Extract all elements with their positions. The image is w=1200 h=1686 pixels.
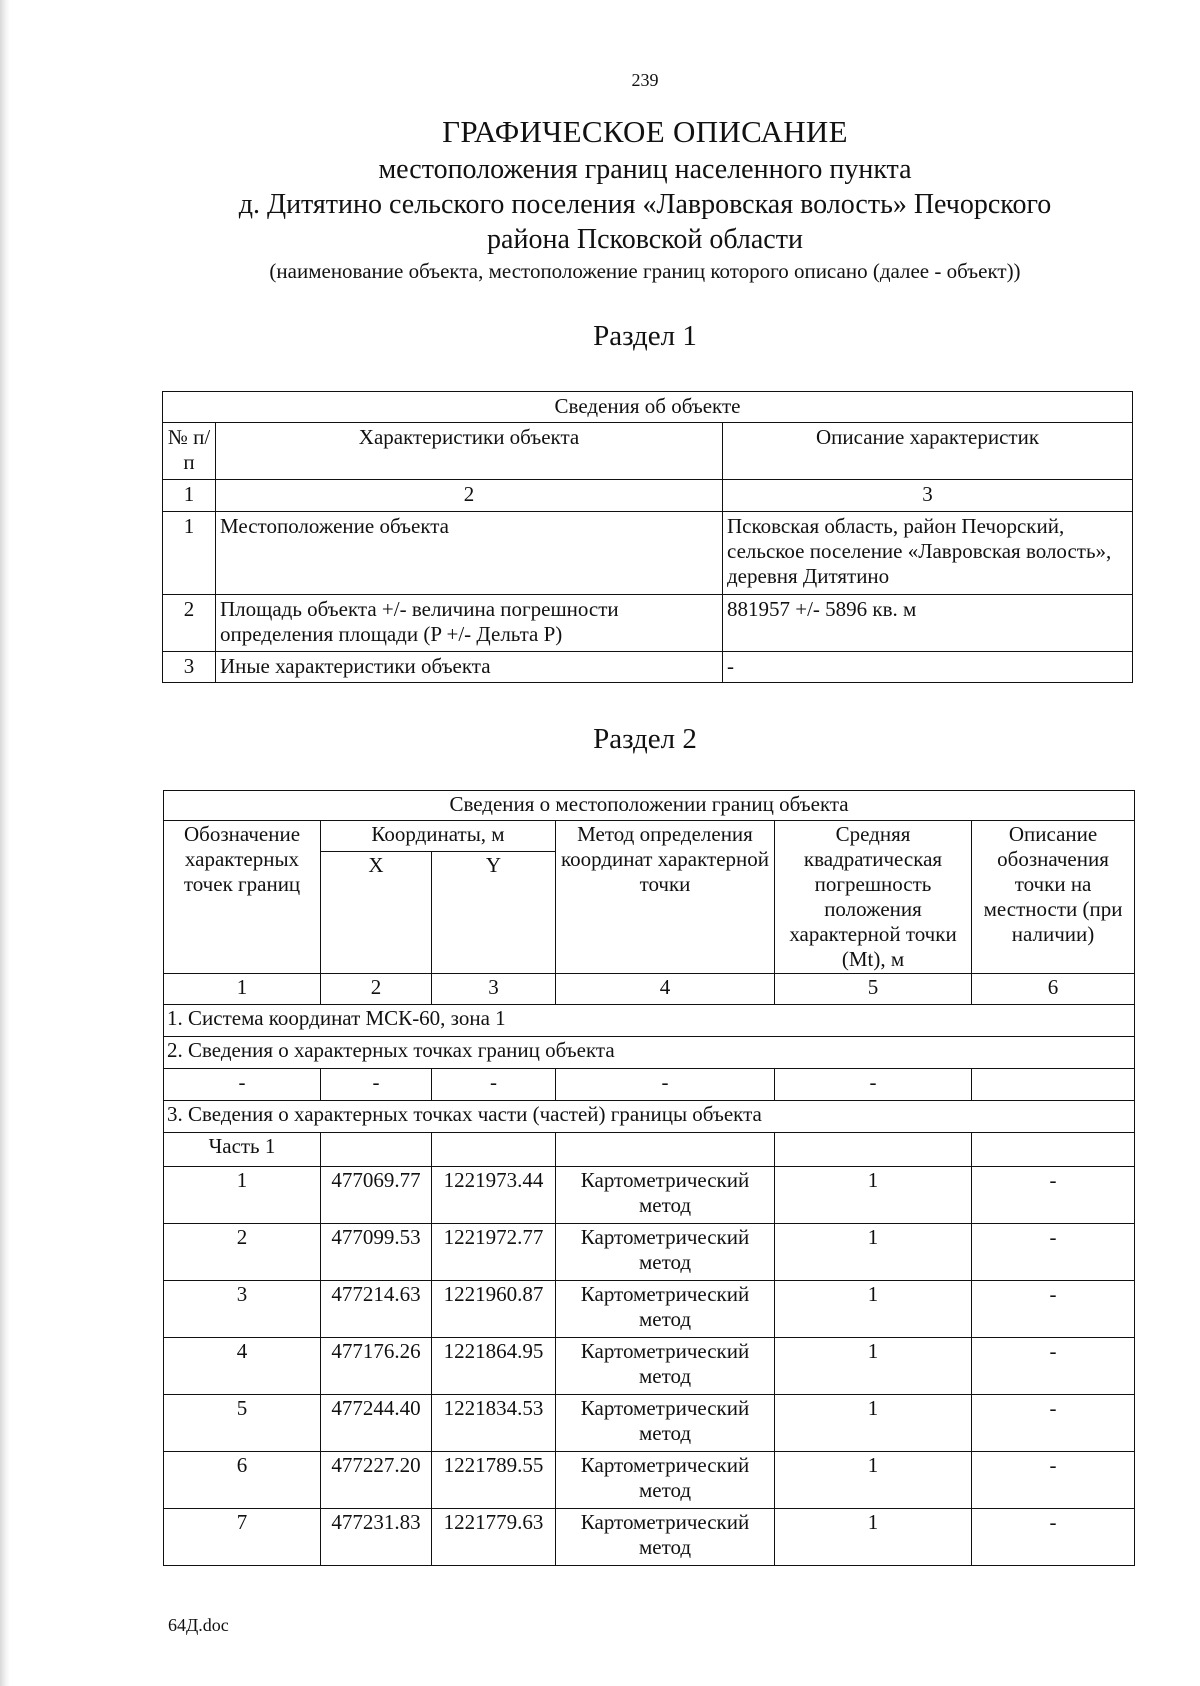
table-row [164,1167,1135,1224]
error-mt: 1 [775,1224,972,1281]
object-info-table [162,391,1133,683]
coord-y: 1221960.87 [432,1281,556,1338]
row-description: Псковская область, район Печорский, сельское поселение «Лавровская волость», деревня Дитятино [723,512,1133,595]
page-number: 239 [631,70,659,90]
method: Картометрический метод [556,1452,775,1509]
col-number: 1 [164,974,321,1005]
col-number: 3 [723,480,1133,512]
error-mt: 1 [775,1338,972,1395]
error-mt: 1 [775,1281,972,1338]
empty-cell: - [164,1069,321,1101]
method: Картометрический метод [556,1224,775,1281]
point-description: - [972,1452,1135,1509]
empty-cell: - [775,1069,972,1101]
method: Картометрический метод [556,1167,775,1224]
coord-x: 477069.77 [321,1167,432,1224]
point-number: 4 [164,1338,321,1395]
method: Картометрический метод [556,1509,775,1566]
col-header-point: Обозначение характерных точек границ [164,821,321,974]
method: Картометрический метод [556,1338,775,1395]
point-number: 5 [164,1395,321,1452]
col-number: 2 [321,974,432,1005]
method: Картометрический метод [556,1281,775,1338]
table-title: Сведения о местоположении границ объекта [164,791,1135,821]
empty-cell: - [321,1069,432,1101]
point-description: - [972,1167,1135,1224]
point-number: 7 [164,1509,321,1566]
point-number: 1 [164,1167,321,1224]
boundary-points-table [163,790,1135,1566]
error-mt: 1 [775,1509,972,1566]
points-section-title: 2. Сведения о характерных точках границ объекта [164,1037,1135,1069]
table-row [163,595,1133,652]
title-line-2: д. Дитятино сельского поселения «Лавровская волость» Печорского [238,189,1052,220]
empty-cell: - [432,1069,556,1101]
point-description: - [972,1338,1135,1395]
col-number: 2 [216,480,723,512]
table-row [164,1452,1135,1509]
col-header-y: Y [432,852,556,974]
table-row [163,652,1133,683]
coord-y: 1221864.95 [432,1338,556,1395]
table-row [163,512,1133,595]
part-label: Часть 1 [164,1133,321,1167]
col-number: 1 [163,480,216,512]
col-number: 5 [775,974,972,1005]
title-caption: (наименование объекта, местоположение границ которого описано (далее - объект)) [269,259,1021,283]
coord-x: 477227.20 [321,1452,432,1509]
table-title: Сведения об объекте [163,392,1133,423]
point-description: - [972,1509,1135,1566]
point-number: 3 [164,1281,321,1338]
coord-y: 1221973.44 [432,1167,556,1224]
empty-cell [321,1133,432,1167]
title-line-1: местоположения границ населенного пункта [378,154,912,185]
row-no: 2 [163,595,216,652]
point-description: - [972,1281,1135,1338]
footer-filename: 64Д.doc [168,1615,229,1635]
point-number: 2 [164,1224,321,1281]
coord-x: 477244.40 [321,1395,432,1452]
error-mt: 1 [775,1395,972,1452]
coord-y: 1221972.77 [432,1224,556,1281]
row-description: 881957 +/- 5896 кв. м [723,595,1133,652]
section-1-title: Раздел 1 [593,320,697,352]
section-2-title: Раздел 2 [593,723,697,755]
col-header-x: X [321,852,432,974]
coord-x: 477214.63 [321,1281,432,1338]
coord-y: 1221789.55 [432,1452,556,1509]
table-row [164,1281,1135,1338]
coord-x: 477099.53 [321,1224,432,1281]
row-no: 1 [163,512,216,595]
col-header-description: Описание характеристик [723,423,1133,480]
document-title: ГРАФИЧЕСКОЕ ОПИСАНИЕ [442,114,848,149]
col-number: 4 [556,974,775,1005]
coord-y: 1221834.53 [432,1395,556,1452]
col-number: 6 [972,974,1135,1005]
coordinate-system: 1. Система координат МСК-60, зона 1 [164,1005,1135,1037]
error-mt: 1 [775,1167,972,1224]
empty-cell [556,1133,775,1167]
table-row [164,1509,1135,1566]
empty-cell [432,1133,556,1167]
empty-cell [972,1133,1135,1167]
point-description: - [972,1224,1135,1281]
col-header-error: Средняя квадратическая погрешность положения характерной точки (Mt), м [775,821,972,974]
table-row [164,1224,1135,1281]
row-characteristic: Площадь объекта +/- величина погрешности определения площади (P +/- Дельта P) [216,595,723,652]
method: Картометрический метод [556,1395,775,1452]
point-number: 6 [164,1452,321,1509]
table-row [164,1395,1135,1452]
col-header-description: Описание обозначения точки на местности (при наличии) [972,821,1135,974]
error-mt: 1 [775,1452,972,1509]
title-line-3: района Псковской области [487,224,803,255]
part-row [164,1133,1135,1167]
col-header-no: № п/п [163,423,216,480]
point-description: - [972,1395,1135,1452]
coord-x: 477231.83 [321,1509,432,1566]
row-no: 3 [163,652,216,683]
empty-cell [775,1133,972,1167]
empty-cell [972,1069,1135,1101]
row-characteristic: Иные характеристики объекта [216,652,723,683]
col-number: 3 [432,974,556,1005]
col-header-characteristics: Характеристики объекта [216,423,723,480]
col-header-method: Метод определения координат характерной точки [556,821,775,974]
table-row [164,1069,1135,1101]
row-description: - [723,652,1133,683]
empty-cell: - [556,1069,775,1101]
coord-y: 1221779.63 [432,1509,556,1566]
coord-x: 477176.26 [321,1338,432,1395]
row-characteristic: Местоположение объекта [216,512,723,595]
table-row [164,1338,1135,1395]
col-header-coordinates: Координаты, м [321,821,556,852]
parts-section-title: 3. Сведения о характерных точках части (частей) границы объекта [164,1101,1135,1133]
